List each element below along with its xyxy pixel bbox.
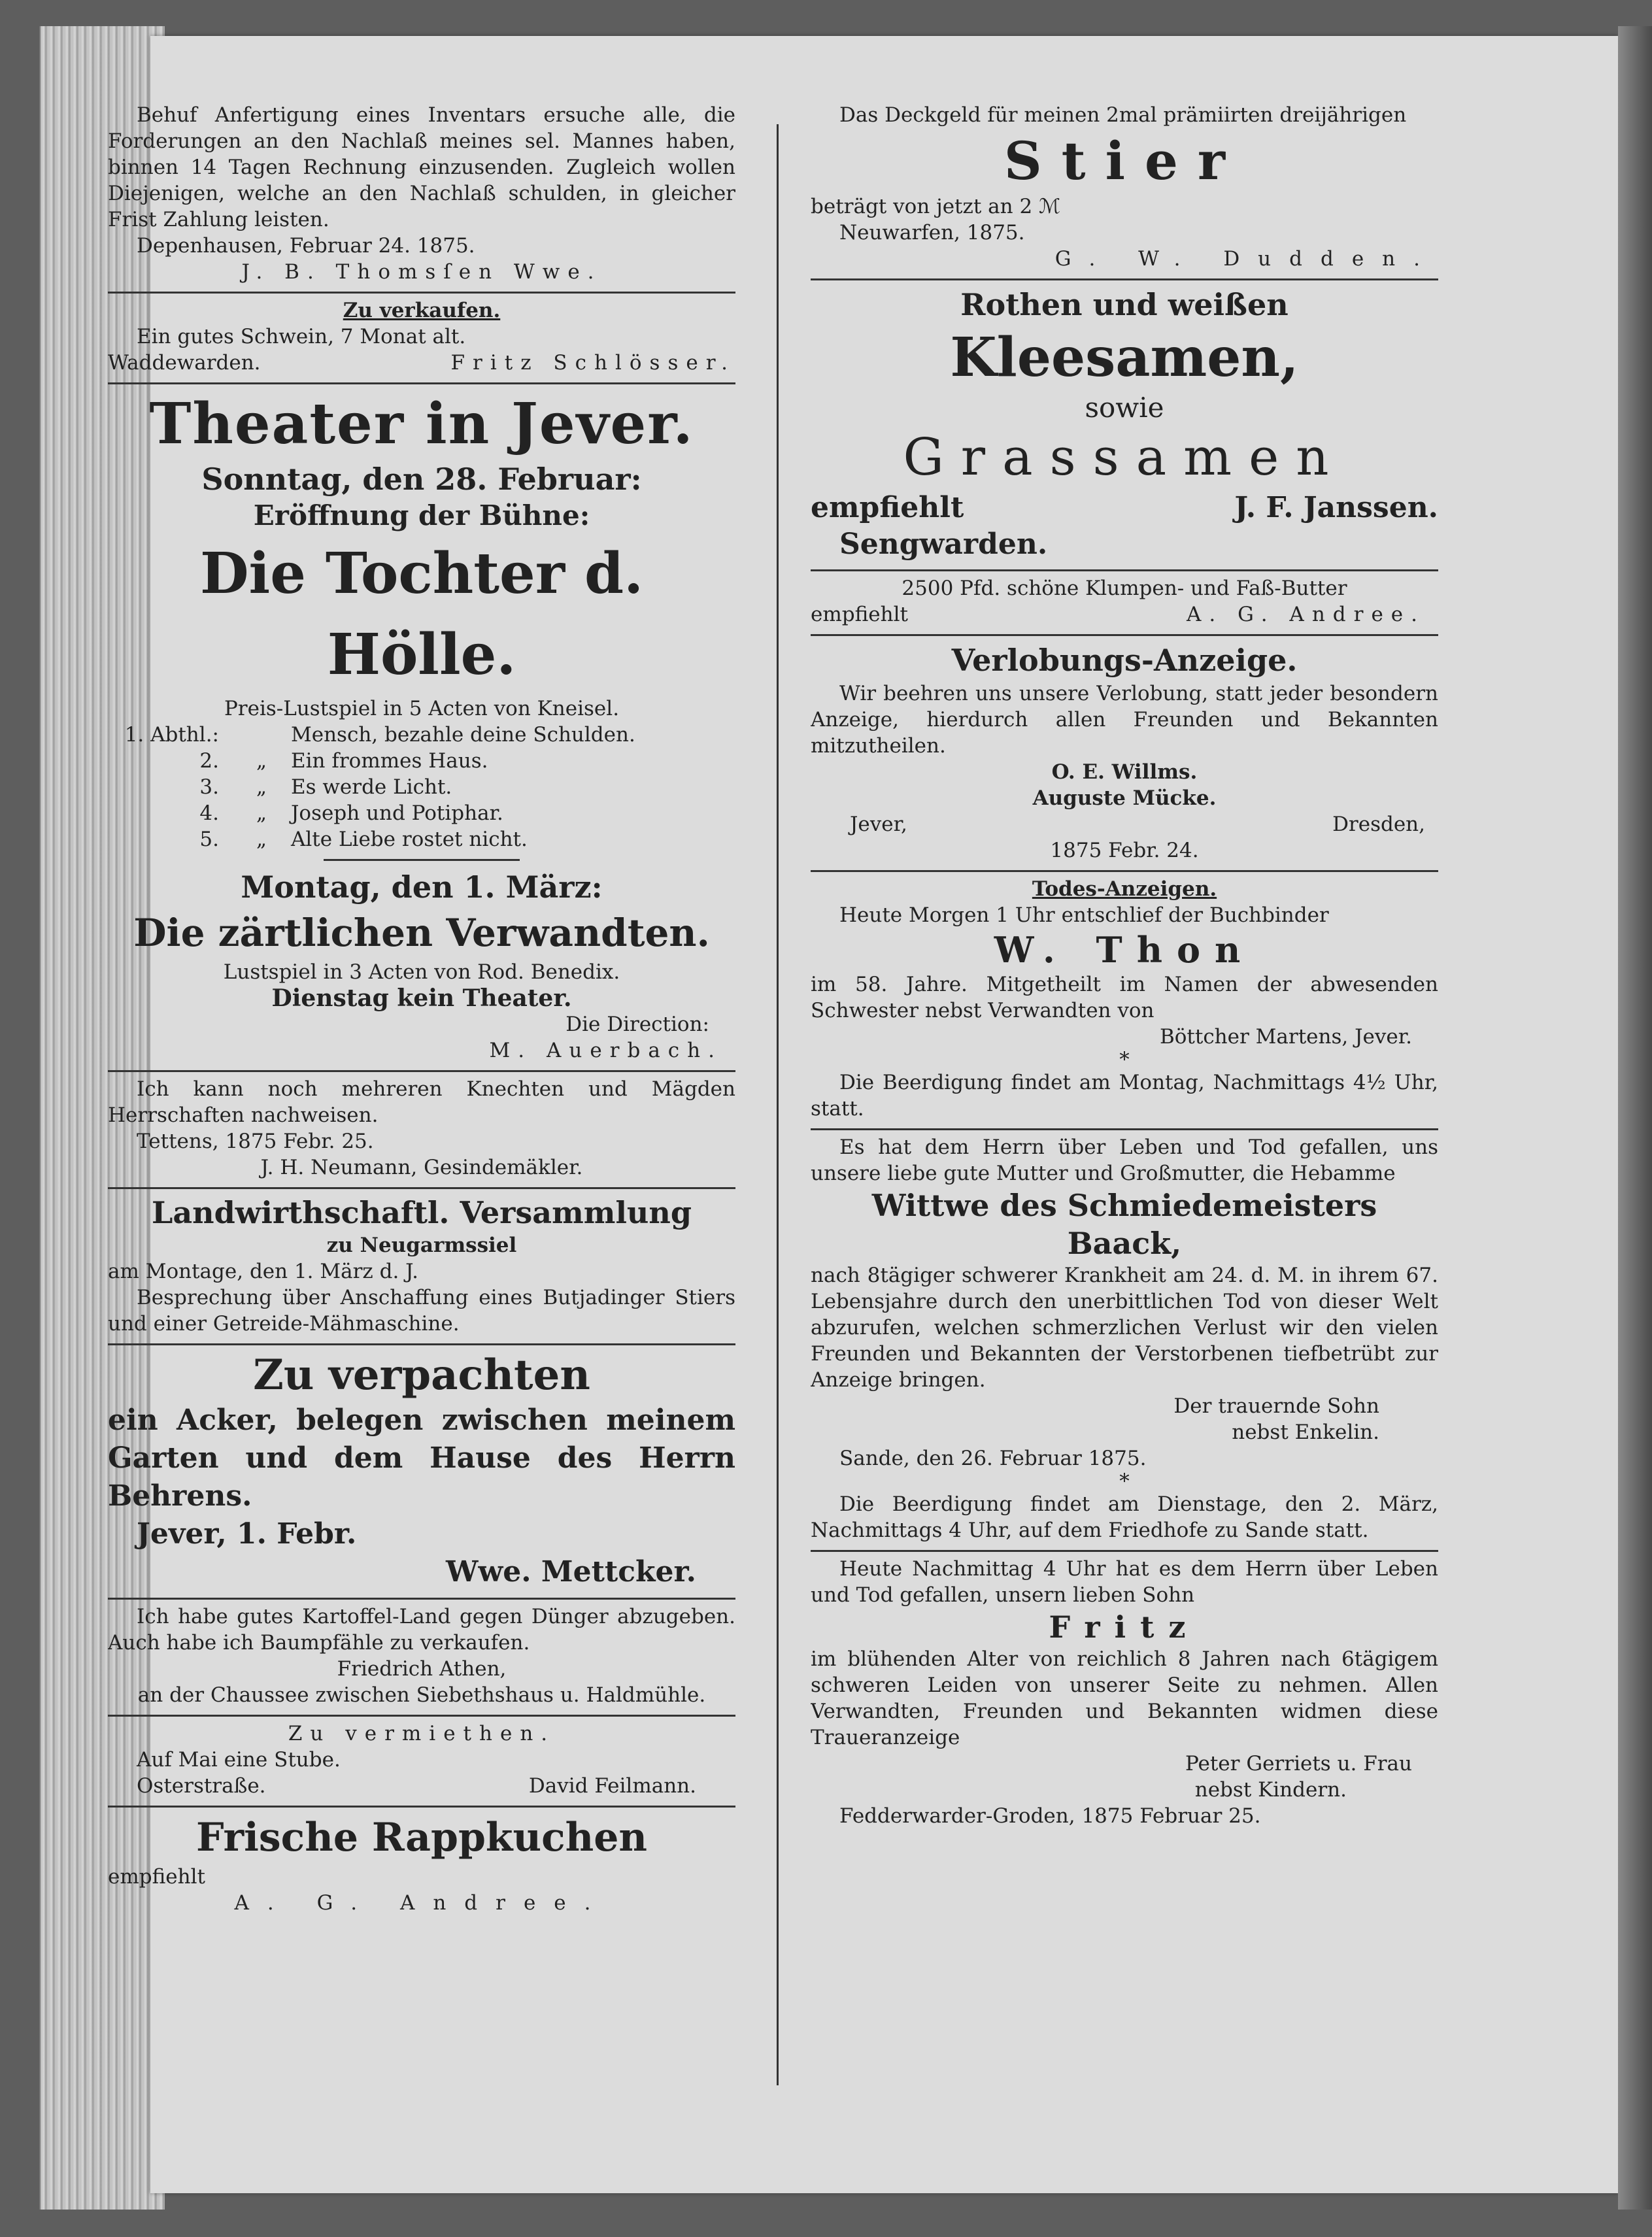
ad-todes-thon <box>811 872 1438 1130</box>
theater-play2: Die zärtlichen Verwandten. <box>133 911 710 955</box>
theater-subtitle: Eröffnung der Bühne: <box>253 499 590 531</box>
inventar-text: Behuf Anfertigung eines Inventars ersuche alle, die Forderungen an den Nachlaß meines sel. Mannes haben, binnen 14 Tagen Rechnung einzusenden. Zugleich wollen Diejenigen, welche an den Nachlaß schulden, in gleicher Frist Zahlung leisten. <box>108 103 735 231</box>
knechte-place-date: Tettens, 1875 Febr. 25. <box>137 1130 374 1153</box>
acker-place-date: Jever, 1. Febr. <box>137 1517 357 1551</box>
inventar-place-date: Depenhausen, Februar 24. 1875. <box>137 234 475 258</box>
schwein-name: Fritz Schlösser. <box>450 351 735 375</box>
ad-stier <box>811 98 1438 280</box>
theater-desc1: Preis-Lustspiel in 5 Acten von Kneisel. <box>224 697 620 720</box>
stier-intro: Das Deckgeld für meinen 2mal prämiirten dreijährigen <box>839 103 1407 127</box>
rappkuchen-title: Frische Rappkuchen <box>195 1815 648 1860</box>
theater-acts <box>108 722 735 852</box>
stier-title: Stier <box>1003 130 1245 192</box>
verlobung-name2: Auguste Mücke. <box>1032 786 1217 810</box>
fritz-sig1: Peter Gerriets u. Frau <box>1185 1752 1412 1775</box>
ad-inventar <box>108 98 735 294</box>
versammlung-date: am Montage, den 1. März d. J. <box>108 1260 419 1283</box>
schwein-text: Ein gutes Schwein, 7 Monat alt. <box>137 325 466 348</box>
column-divider <box>777 124 779 2085</box>
baack-text: nach 8tägiger schwerer Krankheit am 24. d. M. in ihrem 67. Lebensjahre durch den unerbittlichen Tod von dieser Welt abzurufen, welchen schmerzlichen Verlust wir den vielen Freunden und Bekannten der Verstorbenen tiefbetrübt zur Anzeige bringen. <box>811 1264 1438 1392</box>
kartoffel-address: an der Chaussee zwischen Siebethshaus u. Haldmühle. <box>137 1683 706 1707</box>
butter-lead: empfiehlt <box>811 603 908 626</box>
theater-play1: Die Tochter d. Hölle. <box>199 541 644 688</box>
klee-line1: Rothen und weißen <box>960 287 1289 322</box>
baack-funeral: Die Beerdigung findet am Dienstage, den 2. März, Nachmittags 4 Uhr, auf dem Friedhofe zu Sande statt. <box>811 1492 1438 1542</box>
todes-name: W. Thon <box>994 929 1255 971</box>
baack-name: Wittwe des Schmiedemeisters Baack, <box>871 1188 1377 1261</box>
act-row-2: 2. „ Ein frommes Haus. <box>199 749 488 773</box>
book-gutter <box>1618 26 1652 2210</box>
versammlung-text: Besprechung über Anschaffung eines Butjadinger Stiers und einer Getreide-Mähmaschine. <box>108 1286 735 1336</box>
theater-date2: Montag, den 1. März: <box>241 869 603 905</box>
rappkuchen-lead: empfiehlt <box>108 1865 205 1889</box>
act-row-3: 3. „ Es werde Licht. <box>199 775 452 799</box>
verlobung-date: 1875 Febr. 24. <box>1050 839 1199 862</box>
ad-butter <box>811 571 1438 636</box>
ad-acker <box>108 1345 735 1600</box>
todes-funeral: Die Beerdigung findet am Montag, Nachmittags 4½ Uhr, statt. <box>811 1071 1438 1120</box>
theater-title: Theater in Jever. <box>149 391 694 457</box>
todes-star: * <box>1119 1048 1130 1071</box>
todes-text: im 58. Jahre. Mitgetheilt im Namen der abwesenden Schwester nebst Verwandten von <box>811 973 1438 1022</box>
rappkuchen-name: A. G. Andree. <box>234 1891 609 1915</box>
kartoffel-name: Friedrich Athen, <box>337 1657 507 1681</box>
ad-rappkuchen <box>108 1808 735 1923</box>
baack-sig2: nebst Enkelin. <box>1232 1421 1379 1444</box>
stube-place: Osterstraße. <box>137 1774 266 1798</box>
ad-knechte <box>108 1072 735 1189</box>
schwein-place: Waddewarden. <box>108 351 261 375</box>
klee-title1: Kleesamen, <box>950 326 1299 389</box>
verlobung-name1: O. E. Willms. <box>1051 760 1198 784</box>
fritz-name: Fritz <box>1049 1609 1200 1645</box>
todes-title: Todes-Anzeigen. <box>1032 877 1217 901</box>
ad-theater <box>108 384 735 1072</box>
ad-schwein <box>108 294 735 384</box>
fritz-intro: Heute Nachmittag 4 Uhr hat es dem Herrn über Leben und Tod gefallen, unsern lieben Sohn <box>811 1557 1438 1607</box>
acker-text: ein Acker, belegen zwischen meinem Garten und dem Hause des Herrn Behrens. <box>108 1404 735 1513</box>
acker-title: Zu verpachten <box>253 1351 590 1400</box>
verlobung-places <box>811 811 1438 837</box>
ad-todes-baack <box>811 1130 1438 1552</box>
stier-name: G. W. Dudden. <box>1054 247 1438 271</box>
stube-footer <box>108 1773 735 1799</box>
theater-separator <box>324 859 520 861</box>
ad-verlobung <box>811 636 1438 872</box>
verlobung-title: Verlobungs-Anzeige. <box>951 643 1298 678</box>
butter-text: 2500 Pfd. schöne Klumpen- und Faß-Butter <box>902 577 1347 600</box>
fritz-sig2: nebst Kindern. <box>1194 1778 1347 1802</box>
kartoffel-text: Ich habe gutes Kartoffel-Land gegen Dünger abzugeben. Auch habe ich Baumpfähle zu verkaufen. <box>108 1605 735 1655</box>
klee-lead: empfiehlt <box>811 491 964 524</box>
knechte-signature: J. H. Neumann, Gesindemäkler. <box>260 1156 583 1179</box>
fritz-text: im blühenden Alter von reichlich 8 Jahren nach 6tägigem schweren Leiden von unserer Seite zu nehmen. Allen Verwandten, Freunden und Bekannten widmen diese Traueranzeige <box>811 1647 1438 1749</box>
todes-intro: Heute Morgen 1 Uhr entschlief der Buchbinder <box>839 903 1329 927</box>
ad-stube <box>108 1717 735 1808</box>
theater-director: M. Auerbach. <box>489 1039 722 1062</box>
fritz-place-date: Fedderwarder-Groden, 1875 Februar 25. <box>839 1804 1261 1828</box>
right-column <box>811 98 1438 2111</box>
knechte-text: Ich kann noch mehreren Knechten und Mägden Herrschaften nachweisen. <box>108 1077 735 1127</box>
klee-footer <box>811 490 1438 526</box>
schwein-footer <box>108 350 735 376</box>
verlobung-text: Wir beehren uns unsere Verlobung, statt jeder besondern Anzeige, hierdurch allen Freunden und Bekannten mitzutheilen. <box>811 682 1438 758</box>
act-row-5: 5. „ Alte Liebe rostet nicht. <box>199 828 528 851</box>
versammlung-sub: zu Neugarmssiel <box>326 1234 517 1257</box>
theater-date1: Sonntag, den 28. Februar: <box>201 462 642 497</box>
versammlung-title: Landwirthschaftl. Versammlung <box>151 1195 692 1230</box>
baack-place-date: Sande, den 26. Februar 1875. <box>839 1447 1147 1470</box>
todes-signature: Böttcher Martens, Jever. <box>1159 1025 1412 1049</box>
stube-text: Auf Mai eine Stube. <box>137 1748 341 1772</box>
verlobung-place2: Dresden, <box>1332 813 1425 836</box>
stube-heading: Zu vermiethen. <box>288 1722 556 1745</box>
ad-kartoffel <box>108 1600 735 1717</box>
butter-name: A. G. Andree. <box>1186 603 1425 626</box>
verlobung-place1: Jever, <box>850 813 907 836</box>
act-row-4: 4. „ Joseph und Potiphar. <box>199 801 503 825</box>
stier-price: beträgt von jetzt an 2 ℳ <box>811 195 1061 218</box>
left-column <box>108 98 735 2111</box>
baack-intro: Es hat dem Herrn über Leben und Tod gefallen, uns unsere liebe gute Mutter und Großmutter, die Hebamme <box>811 1135 1438 1185</box>
ad-versammlung <box>108 1189 735 1345</box>
klee-line2: sowie <box>1085 392 1164 424</box>
inventar-signature: J. B. Thomsſen Wwe. <box>241 260 602 284</box>
stube-name: David Feilmann. <box>528 1774 696 1798</box>
act-row-1: 1. Abthl.: Mensch, bezahle deine Schulden. <box>124 723 635 747</box>
theater-no-show: Dienstag kein Theater. <box>271 984 572 1012</box>
stier-place-date: Neuwarfen, 1875. <box>839 221 1025 244</box>
klee-title2: Grassamen <box>903 428 1346 487</box>
baack-star: * <box>1119 1470 1130 1493</box>
klee-place: Sengwarden. <box>839 528 1048 561</box>
acker-signature: Wwe. Mettcker. <box>445 1555 696 1589</box>
ad-klee <box>811 280 1438 571</box>
klee-name: J. F. Janssen. <box>1234 491 1438 524</box>
butter-footer <box>811 601 1438 628</box>
theater-direction: Die Direction: <box>565 1013 709 1036</box>
theater-desc2: Lustspiel in 3 Acten von Rod. Benedix. <box>223 960 620 984</box>
baack-sig1: Der trauernde Sohn <box>1173 1394 1379 1418</box>
ad-todes-fritz <box>811 1552 1438 1836</box>
schwein-heading: Zu verkaufen. <box>343 299 501 322</box>
